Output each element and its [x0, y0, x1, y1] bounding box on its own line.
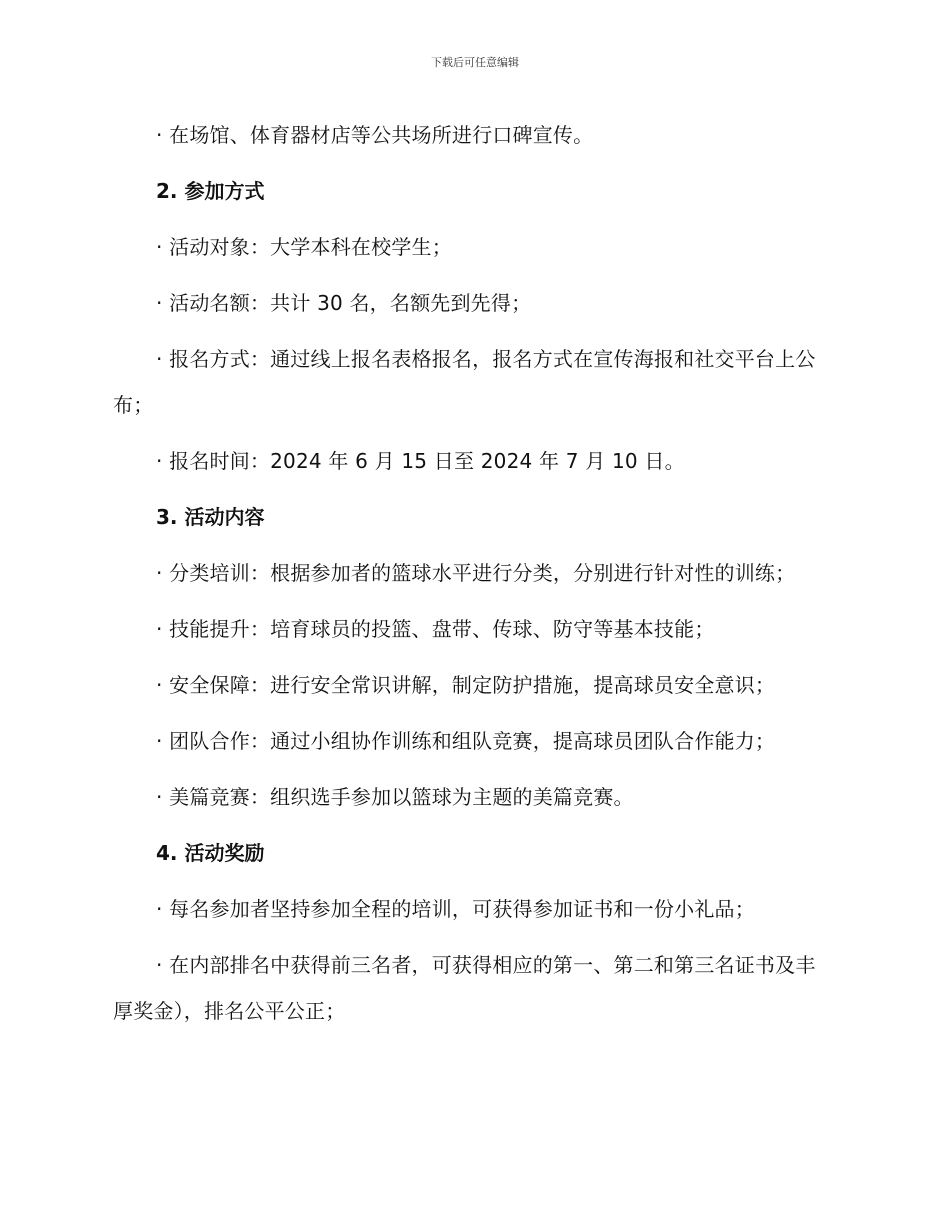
header-note: 下载后可任意编辑: [431, 56, 519, 69]
paragraph-promotion: · 在场馆、体育器材店等公共场所进行口碑宣传。: [156, 123, 594, 147]
paragraph-signup-method: · 报名方式：通过线上报名表格报名，报名方式在宣传海报和社交平台上公布；: [113, 347, 816, 417]
section-heading-rewards: 4. 活动奖励: [156, 841, 265, 865]
section-heading-participation: 2. 参加方式: [156, 179, 265, 203]
paragraph-target: · 活动对象：大学本科在校学生；: [156, 235, 452, 259]
section-heading-content: 3. 活动内容: [156, 505, 265, 529]
paragraph-signup-time: · 报名时间：2024 年 6 月 15 日至 2024 年 7 月 10 日。: [156, 449, 685, 473]
paragraph-skill-improvement: · 技能提升：培育球员的投篮、盘带、传球、防守等基本技能；: [156, 617, 715, 641]
document-body: [113, 112, 823, 1044]
paragraph-quota: · 活动名额：共计 30 名，名额先到先得；: [156, 291, 532, 315]
paragraph-teamwork: · 团队合作：通过小组协作训练和组队竞赛，提高球员团队合作能力；: [156, 729, 776, 753]
paragraph-classified-training: · 分类培训：根据参加者的篮球水平进行分类，分别进行针对性的训练；: [156, 561, 796, 585]
paragraph-article-contest: · 美篇竞赛：组织选手参加以篮球为主题的美篇竞赛。: [156, 785, 634, 809]
paragraph-participation-reward: · 每名参加者坚持参加全程的培训，可获得参加证书和一份小礼品；: [156, 897, 755, 921]
paragraph-safety: · 安全保障：进行安全常识讲解，制定防护措施，提高球员安全意识；: [156, 673, 776, 697]
paragraph-ranking-reward: · 在内部排名中获得前三名者，可获得相应的第一、第二和第三名证书及丰厚奖金），排名公平公正；: [113, 953, 816, 1023]
